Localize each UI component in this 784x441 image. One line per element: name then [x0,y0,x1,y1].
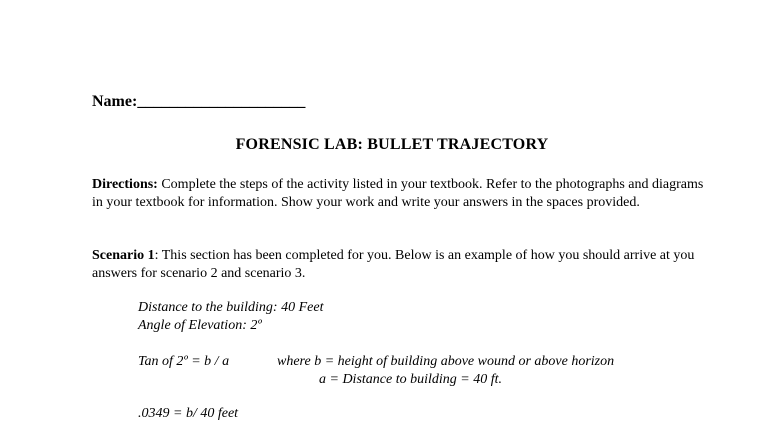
directions-paragraph [92,176,712,211]
scenario-1-label: Scenario 1 [92,248,155,263]
calculation-step-1: .0349 = b/ 40 feet [138,406,239,421]
angle-of-elevation: Angle of Elevation: 2º [138,318,262,333]
name-field-label: Name:_____________________ [92,93,306,110]
page-title: FORENSIC LAB: BULLET TRAJECTORY [235,136,549,153]
scenario-1-text: : This section has been completed for you. Below is an example of how you should arrive at you answers for scenario 2 and scenario 3. [92,248,695,281]
tan-equation: Tan of 2º = b / a [138,354,230,369]
scenario-1-paragraph [92,247,712,282]
where-b-definition: where b = height of building above wound or above horizon [277,354,615,369]
where-a-definition: a = Distance to building = 40 ft. [319,372,502,387]
directions-label: Directions: [92,177,158,192]
distance-to-building: Distance to the building: 40 Feet [138,300,324,315]
directions-text: Complete the steps of the activity listed in your textbook. Refer to the photographs and diagrams in your textbook for information. Show your work and write your answers in the spaces provided. [92,177,704,210]
